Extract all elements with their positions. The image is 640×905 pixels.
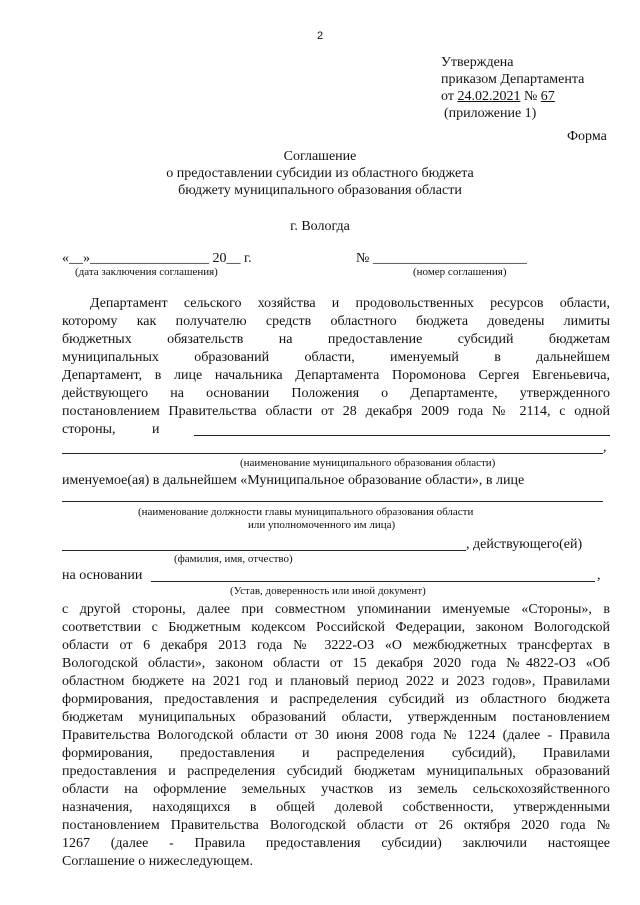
document-subtitle-1: о предоставлении субсидии из областного бюджета xyxy=(166,166,474,181)
paragraph-department xyxy=(62,295,610,421)
agreement-number-field: № ______________________ xyxy=(356,251,527,266)
paragraph-line: Правительства Вологодской области от 30 июня 2008 года № 1224 (далее - Правила xyxy=(62,728,610,743)
fio-line xyxy=(62,550,466,551)
municipality-line-1 xyxy=(194,435,610,436)
paragraph-line: соответствии с Бюджетным кодексом Российской Федерации, законом Вологодской xyxy=(62,620,610,635)
approval-date: 24.02.2021 xyxy=(457,89,521,104)
head-caption-2: или уполномоченного им лица) xyxy=(248,519,396,531)
fio-caption: (фамилия, имя, отчество) xyxy=(174,553,293,565)
paragraph-line: 1267 (далее - Правила предоставления субсидии) заключили настоящее xyxy=(62,836,610,851)
paragraph-line: постановлением Правительства Вологодской области от 26 октября 2020 года № xyxy=(62,818,610,833)
paragraph-line: назначения, находящихся в общей долевой собственности, утвержденными xyxy=(62,800,610,815)
comma: , xyxy=(603,440,607,455)
agreement-number-caption: (номер соглашения) xyxy=(413,266,507,278)
head-caption-1: (наименование должности главы муниципального образования области xyxy=(138,506,474,518)
acting-suffix: , действующего(ей) xyxy=(466,537,583,552)
paragraph-line: формирования, предоставления и распределения субсидий), Правилами xyxy=(62,746,610,761)
paragraph-line: областном бюджете на 2021 год и плановый период 2022 и 2023 годов», Правилами xyxy=(62,674,610,689)
paragraph-line: Соглашение о нижеследующем. xyxy=(62,854,253,869)
approval-appendix: (приложение 1) xyxy=(444,106,537,121)
paragraph-line: области от 6 декабря 2013 года № 3222-ОЗ «О межбюджетных трансфертах в xyxy=(62,638,610,653)
paragraph-line: области на оформление земельных участков из земель сельскохозяйственного xyxy=(62,782,610,797)
agreement-date-caption: (дата заключения соглашения) xyxy=(75,266,218,278)
paragraph-line: действующего на основании Положения о Департаменте, утвержденного xyxy=(62,386,610,401)
approval-number-prefix: № xyxy=(520,89,541,104)
basis-suffix: , xyxy=(597,568,601,583)
approval-line-2: приказом Департамента xyxy=(441,72,585,87)
municipality-line-2 xyxy=(62,453,603,454)
paragraph-line: бюджетам муниципальных образований области, утвержденным постановлением xyxy=(62,710,610,725)
paragraph-line: бюджетных обязательств на предоставление субсидий бюджетам xyxy=(62,332,610,347)
document-subtitle-2: бюджету муниципального образования области xyxy=(178,183,462,198)
basis-line xyxy=(151,581,595,582)
approval-date-prefix: от xyxy=(441,89,458,104)
document-title: Соглашение xyxy=(283,149,357,164)
approval-number: 67 xyxy=(540,89,555,104)
approval-date-line xyxy=(441,88,555,105)
head-line xyxy=(62,501,603,502)
page-number: 2 xyxy=(316,30,324,42)
basis-caption: (Устав, доверенность или иной документ) xyxy=(230,585,426,597)
paragraph-line: с другой стороны, далее при совместном упоминании именуемые «Стороны», в xyxy=(62,602,610,617)
paragraph-line: формирования, предоставления и распределения субсидий из областного бюджета xyxy=(62,692,610,707)
city: г. Вологда xyxy=(290,219,350,234)
paragraph-line: предоставления и распределения субсидий бюджетам муниципальных образований xyxy=(62,764,610,779)
approval-line-1: Утверждена xyxy=(441,55,514,70)
named-line: именуемое(ая) в дальнейшем «Муниципальное образование области», в лице xyxy=(62,473,525,488)
form-label: Форма xyxy=(567,129,607,144)
paragraph-legal-basis xyxy=(62,601,610,871)
paragraph-line: которому как получателю средств областного бюджета доведены лимиты xyxy=(62,314,610,329)
paragraph-line: Департамент сельского хозяйства и продовольственных ресурсов области, xyxy=(90,296,610,311)
and-word: и xyxy=(152,422,160,437)
paragraph-line: постановлением Правительства области от 28 декабря 2009 года № 2114, с одной xyxy=(62,404,610,419)
paragraph-line: Вологодской области», законом области от 15 декабря 2020 года №4822-ОЗ «Об xyxy=(62,656,610,671)
agreement-date-field: «__»_________________ 20__ г. xyxy=(62,251,252,266)
paragraph-line: Департамент, в лице начальника Департамента Поромонова Сергея Евгеньевича, xyxy=(62,368,610,383)
paragraph-line: муниципальных образований области, именуемый в дальнейшем xyxy=(62,350,610,365)
basis-prefix: на основании xyxy=(62,568,143,583)
municipality-caption: (наименование муниципального образования области) xyxy=(240,457,496,469)
sides-word: стороны, xyxy=(62,422,116,437)
